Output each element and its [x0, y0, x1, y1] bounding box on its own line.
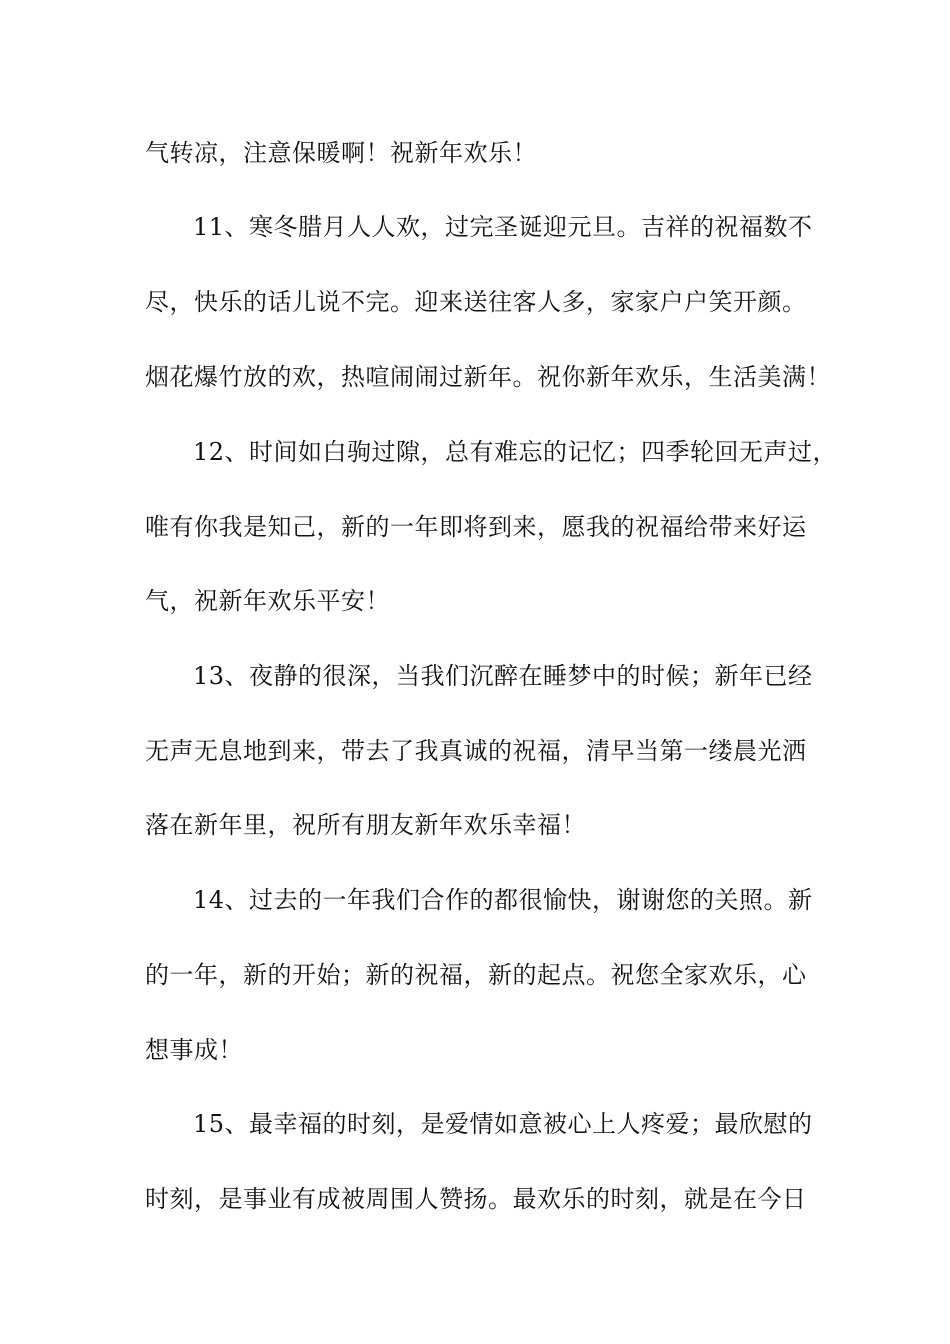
text-line: 气转凉，注意保暖啊！祝新年欢乐！	[145, 139, 537, 167]
text-line: 想事成！	[145, 1036, 243, 1064]
text-line: 烟花爆竹放的欢，热喧闹闹过新年。祝你新年欢乐，生活美满！	[145, 363, 831, 391]
text-line: 时刻，是事业有成被周围人赞扬。最欢乐的时刻，就是在今日	[145, 1185, 807, 1213]
text-line: 落在新年里，祝所有朋友新年欢乐幸福！	[145, 811, 586, 839]
text-line: 15、最幸福的时刻，是爱情如意被心上人疼爱；最欣慰的	[193, 1110, 813, 1138]
text-line: 尽，快乐的话儿说不完。迎来送往客人多，家家户户笑开颜。	[145, 288, 807, 316]
text-line: 无声无息地到来，带去了我真诚的祝福，清早当第一缕晨光洒	[145, 737, 807, 765]
text-line: 14、过去的一年我们合作的都很愉快，谢谢您的关照。新	[193, 886, 813, 914]
text-line: 气，祝新年欢乐平安！	[145, 587, 390, 615]
text-line: 唯有你我是知己，新的一年即将到来，愿我的祝福给带来好运	[145, 513, 807, 541]
text-line: 的一年，新的开始；新的祝福，新的起点。祝您全家欢乐，心	[145, 961, 807, 989]
text-line: 13、夜静的很深，当我们沉醉在睡梦中的时候；新年已经	[193, 662, 813, 690]
text-line: 12、时间如白驹过隙，总有难忘的记忆；四季轮回无声过，	[193, 438, 838, 466]
text-line: 11、寒冬腊月人人欢，过完圣诞迎元旦。吉祥的祝福数不	[193, 213, 813, 241]
